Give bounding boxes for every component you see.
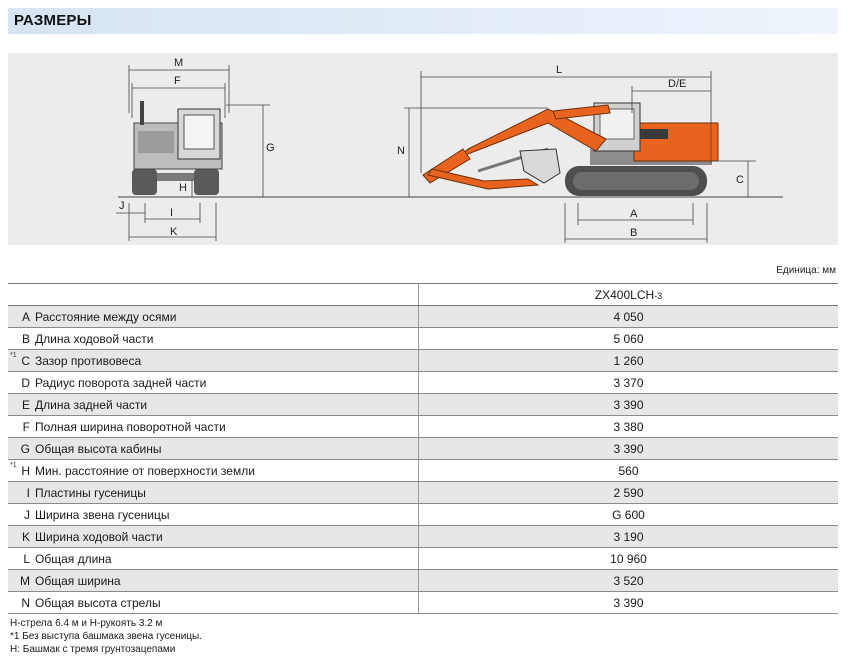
row-letter: E — [21, 397, 30, 412]
row-label: Ширина звена гусеницы — [35, 507, 170, 522]
dim-label-f: F — [174, 75, 181, 87]
row-label: Зазор противовеса — [35, 353, 142, 368]
table-header-empty — [8, 284, 419, 306]
row-label-cell — [8, 548, 419, 570]
row-label-cell — [8, 438, 419, 460]
row-value: 2 590 — [419, 482, 839, 504]
row-label: Общая высота кабины — [35, 441, 162, 456]
row-letter: C — [21, 353, 30, 368]
row-value: 4 050 — [419, 306, 839, 328]
model-name: ZX400LCH — [594, 287, 655, 302]
row-label-cell — [8, 460, 419, 482]
row-value: 3 370 — [419, 372, 839, 394]
footnote: Н: Башмак с тремя грунтозацепами — [10, 644, 176, 655]
table-row — [8, 592, 838, 614]
table-row — [8, 416, 838, 438]
dimensions-diagram — [8, 53, 838, 245]
row-value: 10 960 — [419, 548, 839, 570]
unit-label: Единица: мм — [776, 265, 836, 276]
row-letter: G — [20, 441, 30, 456]
section-title: РАЗМЕРЫ — [14, 12, 92, 29]
footnote-mark: *1 — [10, 352, 17, 359]
row-letter: I — [26, 485, 30, 500]
table-row — [8, 570, 838, 592]
row-label: Мин. расстояние от поверхности земли — [35, 463, 255, 478]
row-letter: F — [22, 419, 30, 434]
dim-label-i: I — [170, 207, 174, 219]
row-label: Пластины гусеницы — [35, 485, 146, 500]
row-label-cell — [8, 416, 419, 438]
table-row — [8, 526, 838, 548]
dimensions-table — [8, 283, 838, 614]
footnote: *1 Без выступа башмака звена гусеницы. — [10, 631, 203, 642]
row-letter: H — [21, 463, 30, 478]
table-row — [8, 460, 838, 482]
row-letter: K — [21, 529, 30, 544]
row-label-cell — [8, 570, 419, 592]
dim-label-h: H — [179, 182, 187, 194]
row-value: 1 260 — [419, 350, 839, 372]
section-header — [8, 8, 838, 34]
row-value: 3 520 — [419, 570, 839, 592]
row-label: Длина задней части — [35, 397, 148, 412]
dim-label-m: M — [174, 57, 184, 69]
table-row — [8, 394, 838, 416]
row-letter: D — [21, 375, 30, 390]
row-value: 560 — [419, 460, 839, 482]
row-letter: A — [21, 309, 30, 324]
table-row — [8, 306, 838, 328]
row-value: G 600 — [419, 504, 839, 526]
table-row — [8, 328, 838, 350]
row-label: Общая ширина — [35, 573, 121, 588]
footnote-mark: *1 — [10, 462, 17, 469]
table-row — [8, 438, 838, 460]
row-label: Общая длина — [35, 551, 112, 566]
table-row — [8, 548, 838, 570]
row-label-cell — [8, 482, 419, 504]
dim-label-a: A — [630, 208, 638, 220]
table-row — [8, 482, 838, 504]
table-header-model — [419, 284, 839, 306]
footnote: Н-стрела 6.4 м и Н-рукоять 3.2 м — [10, 618, 163, 629]
side-view-drawing — [423, 103, 718, 196]
dim-label-g: G — [266, 142, 275, 154]
dim-label-b: B — [630, 227, 638, 239]
dim-label-j: J — [119, 200, 125, 212]
row-letter: M — [20, 573, 30, 588]
dim-label-k: K — [170, 226, 178, 238]
row-label-cell — [8, 328, 419, 350]
row-value: 3 190 — [419, 526, 839, 548]
dim-label-de: D/E — [668, 78, 687, 90]
dim-label-l: L — [556, 64, 563, 76]
row-label: Расстояние между осями — [35, 309, 177, 324]
row-label-cell — [8, 504, 419, 526]
row-letter: B — [21, 331, 30, 346]
row-label: Радиус поворота задней части — [35, 375, 207, 390]
row-label: Полная ширина поворотной части — [35, 419, 226, 434]
row-value: 3 380 — [419, 416, 839, 438]
row-label: Длина ходовой части — [35, 331, 154, 346]
row-letter: L — [23, 551, 30, 566]
row-label-cell — [8, 526, 419, 548]
row-label-cell — [8, 306, 419, 328]
front-view-drawing — [132, 101, 222, 195]
row-value: 3 390 — [419, 592, 839, 614]
row-label-cell — [8, 592, 419, 614]
dim-label-c: C — [736, 174, 744, 186]
row-label-cell — [8, 372, 419, 394]
row-value: 3 390 — [419, 394, 839, 416]
row-label-cell — [8, 394, 419, 416]
row-value: 5 060 — [419, 328, 839, 350]
table-row — [8, 372, 838, 394]
table-header-row — [8, 284, 838, 306]
row-label: Общая высота стрелы — [35, 595, 161, 610]
table-row — [8, 350, 838, 372]
row-label: Ширина ходовой части — [35, 529, 163, 544]
row-letter: N — [21, 595, 30, 610]
row-label-cell — [8, 350, 419, 372]
dim-label-n: N — [397, 145, 405, 157]
model-suffix: -3 — [654, 290, 663, 301]
table-row — [8, 504, 838, 526]
row-value: 3 390 — [419, 438, 839, 460]
row-letter: J — [24, 507, 30, 522]
footnotes — [10, 617, 202, 656]
